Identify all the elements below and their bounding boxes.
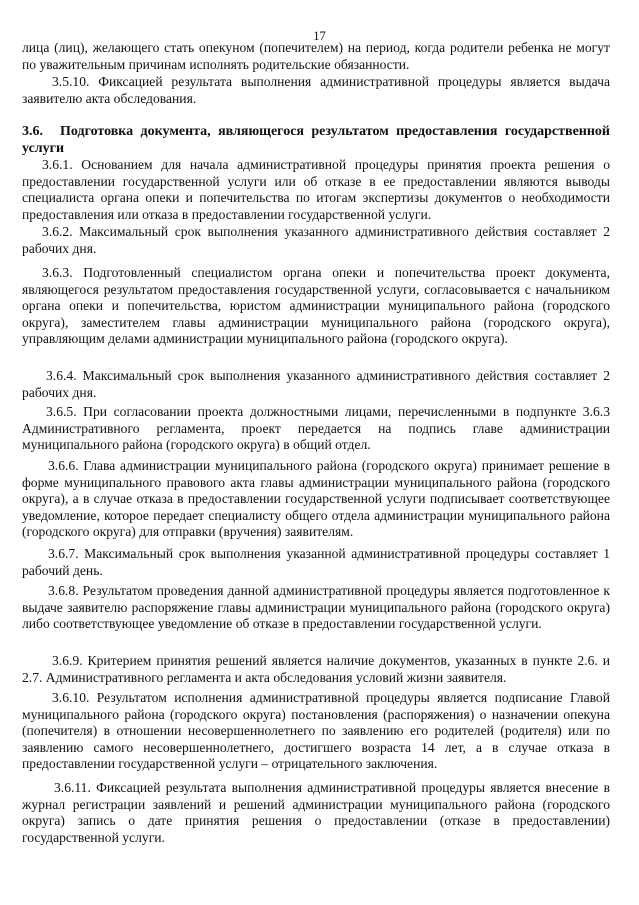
paragraph-3-6-7: 3.6.7. Максимальный срок выполнения указанной административной процедуры составляет 1 рабочий день. [22,546,610,578]
paragraph-3-5-10: 3.5.10. Фиксацией результата выполнения административной процедуры является выдача заявителю акта обследования. [22,74,610,106]
section-heading-number: 3.6. [22,124,43,139]
section-heading [22,124,610,157]
paragraph-3-6-4: 3.6.4. Максимальный срок выполнения указанного административного действия составляет 2 рабочих дня. [22,368,610,400]
paragraph-3-6-2: 3.6.2. Максимальный срок выполнения указанного административного действия составляет 2 рабочих дня. [22,224,610,256]
paragraph-3-6-10: 3.6.10. Результатом исполнения административной процедуры является подписание Главой муниципального района (городского округа) постановления (распоряжения) о назначении опекуна (попечителя) в отношении несовершеннолетнего по заявлению его родителей (родителя) или по заявлению самого несовершеннолетнего, достигшего возраста 14 лет, а в случае отказа в предоставлении государственной услуги – отрицательного заключения. [22,690,610,772]
page-number: 17 [313,29,326,43]
paragraph-3-6-1: 3.6.1. Основанием для начала административной процедуры принятия проекта решения о предоставлении государственной услуги или об отказе в ее предоставлении являются выводы специалиста органа опеки и попечительства по итогам экспертизы документов о необходимости предоставления или отказа в предоставлении государственной услуги. [22,157,610,222]
paragraph-3-6-11: 3.6.11. Фиксацией результата выполнения административной процедуры является внесение в журнал регистрации заявлений и решений администрации муниципального района (городского округа) запись о дате принятия решения о предоставлении (отказе в предоставлении) государственной услуги. [22,780,610,845]
paragraph-3-6-9: 3.6.9. Критерием принятия решений является наличие документов, указанных в пункте 2.6. и 2.7. Административного регламента и акта обследования условий жизни заявителя. [22,653,610,685]
section-heading-text: Подготовка документа, являющегося результатом предоставления государственной услуги [22,124,610,156]
paragraph-3-6-3: 3.6.3. Подготовленный специалистом органа опеки и попечительства проект документа, являющегося результатом предоставления государственной услуги, согласовывается с начальником органа опеки и попечительства, юристом администрации муниципального района (городского округа), заместителем главы администрации муниципального района (городского округа), управляющим делами администрации муниципального района (городского округа). [22,265,610,347]
paragraph-3-6-6: 3.6.6. Глава администрации муниципального района (городского округа) принимает решение в форме муниципального правового акта главы администрации муниципального района (городского округа), а в случае отказа в предоставлении государственной услуги подписывает соответствующее уведомление, которое передает специалисту общего отдела администрации муниципального района (городского округа) для отправки (вручения) заявителям. [22,458,610,540]
paragraph-continuation: лица (лиц), желающего стать опекуном (попечителем) на период, когда родители ребенка не могут по уважительным причинам исполнять родительские обязанности. [22,40,610,72]
paragraph-3-6-5: 3.6.5. При согласовании проекта должностными лицами, перечисленными в подпункте 3.6.3 Административного регламента, проект передается на подпись главе администрации муниципального района (городского округа) в общий отдел. [22,404,610,453]
paragraph-3-6-8: 3.6.8. Результатом проведения данной административной процедуры является подготовленное к выдаче заявителю распоряжение главы администрации муниципального района (городского округа) либо соответствующее уведомление об отказе в предоставлении государственной услуги. [22,583,610,632]
